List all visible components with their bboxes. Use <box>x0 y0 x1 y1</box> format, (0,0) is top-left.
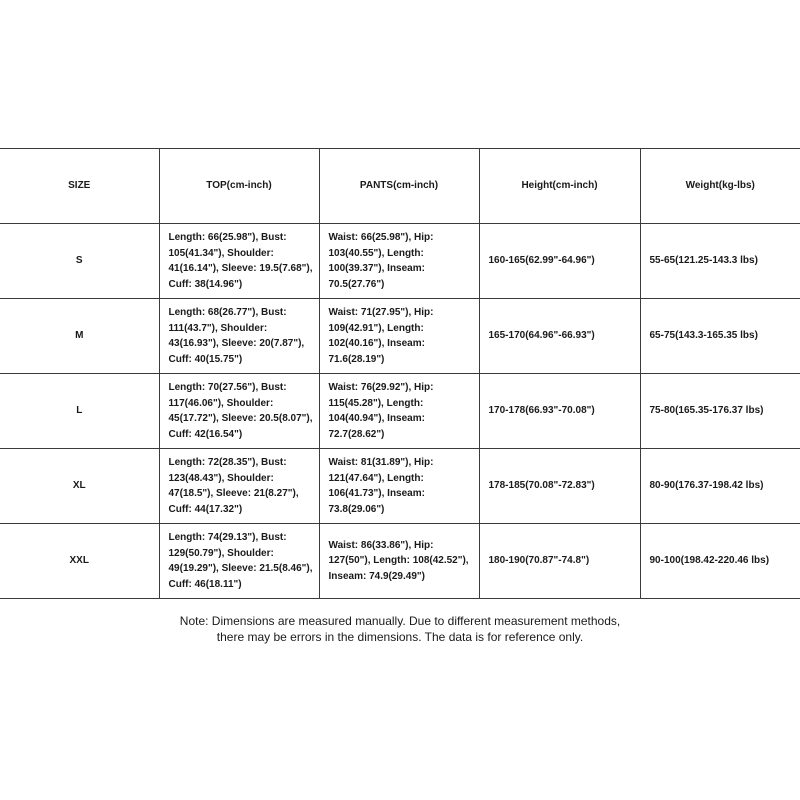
size-cell: M <box>0 299 159 374</box>
size-cell: XXL <box>0 524 159 599</box>
height-cell: 180-190(70.87"-74.8") <box>479 524 640 599</box>
size-chart-table <box>0 148 800 599</box>
pants-cell: Waist: 81(31.89"), Hip: 121(47.64"), Length: 106(41.73"), Inseam: 73.8(29.06") <box>319 449 479 524</box>
height-cell: 160-165(62.99"-64.96") <box>479 224 640 299</box>
note-line-1: Note: Dimensions are measured manually. Due to different measurement methods, <box>179 614 621 628</box>
size-cell: XL <box>0 449 159 524</box>
height-cell: 178-185(70.08"-72.83") <box>479 449 640 524</box>
table-row <box>0 524 800 599</box>
note-line-2: there may be errors in the dimensions. The data is for reference only. <box>216 630 584 644</box>
table-row <box>0 299 800 374</box>
measurement-note <box>0 613 800 645</box>
weight-cell: 65-75(143.3-165.35 lbs) <box>640 299 800 374</box>
weight-cell: 55-65(121.25-143.3 lbs) <box>640 224 800 299</box>
header-top: TOP(cm-inch) <box>159 149 319 224</box>
pants-cell: Waist: 76(29.92"), Hip: 115(45.28"), Length: 104(40.94"), Inseam: 72.7(28.62") <box>319 374 479 449</box>
header-row <box>0 149 800 224</box>
pants-cell: Waist: 86(33.86"), Hip: 127(50"), Length: 108(42.52"), Inseam: 74.9(29.49") <box>319 524 479 599</box>
top-cell: Length: 70(27.56"), Bust: 117(46.06"), Shoulder: 45(17.72"), Sleeve: 20.5(8.07"), Cuff: 42(16.54") <box>159 374 319 449</box>
header-weight: Weight(kg-lbs) <box>640 149 800 224</box>
weight-cell: 75-80(165.35-176.37 lbs) <box>640 374 800 449</box>
top-cell: Length: 74(29.13"), Bust: 129(50.79"), Shoulder: 49(19.29"), Sleeve: 21.5(8.46"), Cuff: 46(18.11") <box>159 524 319 599</box>
table-row <box>0 449 800 524</box>
top-cell: Length: 72(28.35"), Bust: 123(48.43"), Shoulder: 47(18.5"), Sleeve: 21(8.27"), Cuff: 44(17.32") <box>159 449 319 524</box>
header-size: SIZE <box>0 149 159 224</box>
height-cell: 170-178(66.93"-70.08") <box>479 374 640 449</box>
pants-cell: Waist: 71(27.95"), Hip: 109(42.91"), Length: 102(40.16"), Inseam: 71.6(28.19") <box>319 299 479 374</box>
weight-cell: 80-90(176.37-198.42 lbs) <box>640 449 800 524</box>
weight-cell: 90-100(198.42-220.46 lbs) <box>640 524 800 599</box>
header-pants: PANTS(cm-inch) <box>319 149 479 224</box>
top-cell: Length: 66(25.98"), Bust: 105(41.34"), Shoulder: 41(16.14"), Sleeve: 19.5(7.68"), Cuff: 38(14.96") <box>159 224 319 299</box>
table-row <box>0 224 800 299</box>
header-height: Height(cm-inch) <box>479 149 640 224</box>
height-cell: 165-170(64.96"-66.93") <box>479 299 640 374</box>
pants-cell: Waist: 66(25.98"), Hip: 103(40.55"), Length: 100(39.37"), Inseam: 70.5(27.76") <box>319 224 479 299</box>
size-cell: L <box>0 374 159 449</box>
size-cell: S <box>0 224 159 299</box>
top-cell: Length: 68(26.77"), Bust: 111(43.7"), Shoulder: 43(16.93"), Sleeve: 20(7.87"), Cuff: 40(15.75") <box>159 299 319 374</box>
table-row <box>0 374 800 449</box>
